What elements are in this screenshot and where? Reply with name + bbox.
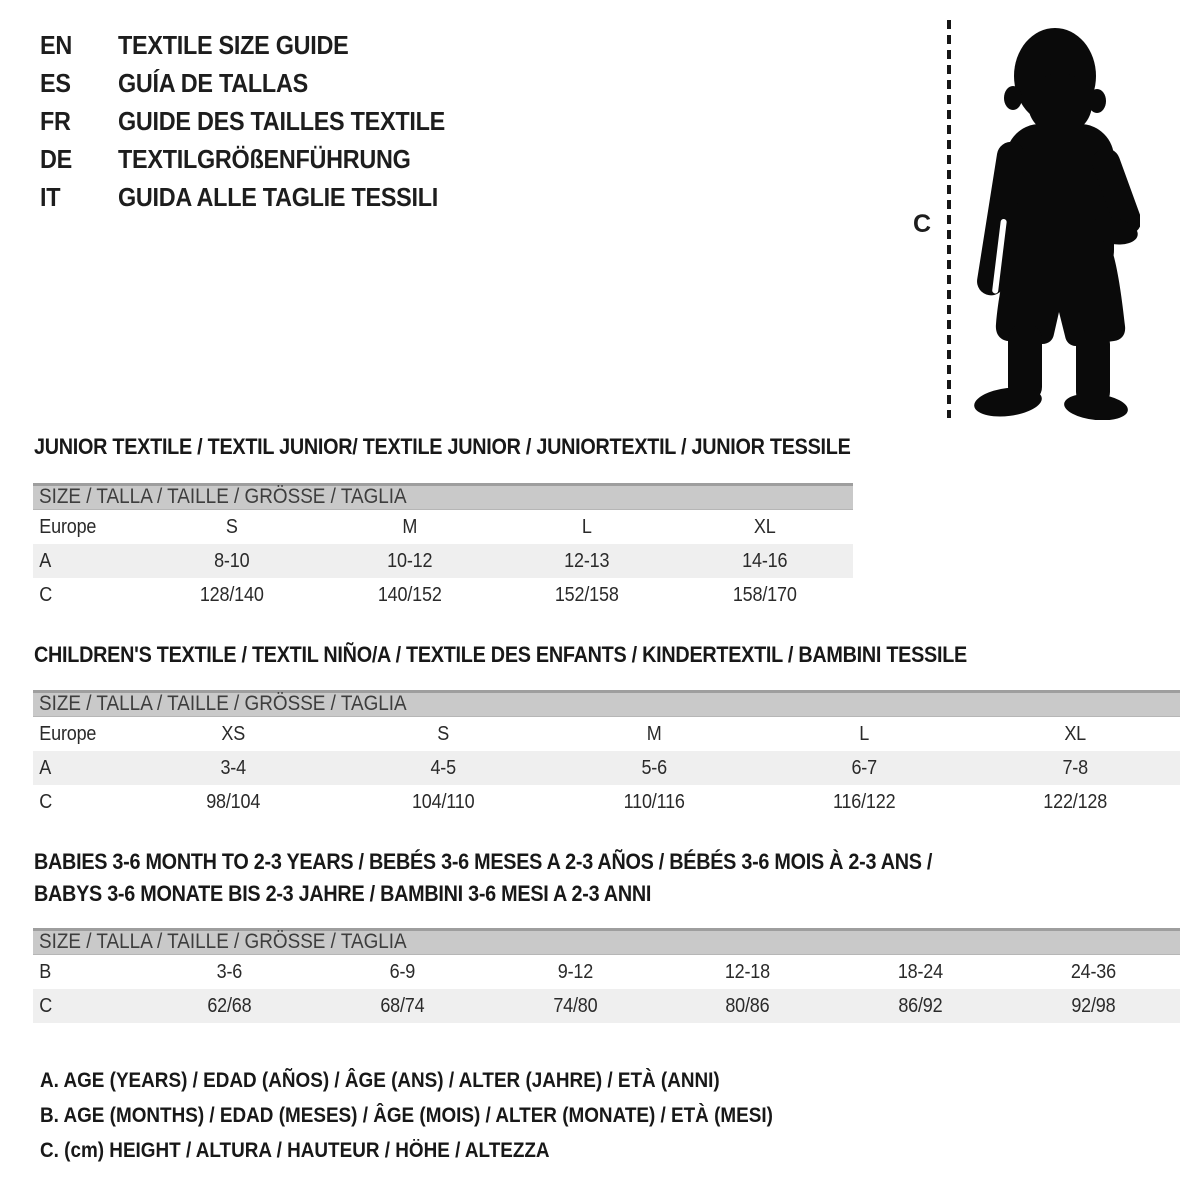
babies-heading-line2-text: BABYS 3-6 MONATE BIS 2-3 JAHRE / BAMBINI 3-6 MESI A 2-3 ANNI	[34, 881, 652, 906]
lang-code-es: ES	[40, 68, 71, 98]
value-cell: 9-12	[557, 961, 593, 983]
legend-line-a-text: A. AGE (YEARS) / EDAD (AÑOS) / ÂGE (ANS) / ALTER (JAHRE) / ETÀ (ANNI)	[40, 1069, 720, 1092]
babies-size-bar	[33, 928, 1180, 955]
babies-section-heading-line1	[34, 849, 1032, 875]
children-size-bar-text: SIZE / TALLA / TAILLE / GRÖSSE / TAGLIA	[39, 692, 407, 715]
value-cell: 140/152	[377, 584, 442, 606]
size-header-cell: S	[225, 516, 238, 538]
lang-code-de: DE	[40, 144, 72, 174]
row-label-cell: A	[39, 550, 52, 572]
value-cell: 12-13	[564, 550, 610, 572]
lang-title-es: GUÍA DE TALLAS	[118, 68, 308, 98]
value-cell: 10-12	[386, 550, 432, 572]
table-row	[33, 544, 853, 578]
row-label-cell: B	[39, 961, 52, 983]
value-cell: 3-6	[216, 961, 243, 983]
lang-code-fr: FR	[40, 106, 71, 136]
lang-title-it: GUIDA ALLE TAGLIE TESSILI	[118, 182, 438, 212]
size-header-cell: M	[646, 723, 662, 745]
table-row	[33, 717, 1180, 751]
value-cell: 74/80	[552, 995, 598, 1017]
value-cell: 98/104	[206, 791, 261, 813]
value-cell: 6-7	[851, 757, 878, 779]
children-section-heading	[34, 642, 1071, 668]
row-label-cell: A	[39, 757, 52, 779]
row-label-cell: C	[39, 791, 53, 813]
legend-line-b	[40, 1098, 854, 1133]
lang-row-de	[40, 140, 481, 178]
lang-row-en	[40, 26, 481, 64]
lang-title-de: TEXTILGRÖßENFÜHRUNG	[118, 144, 411, 174]
junior-section-heading	[34, 434, 941, 460]
value-cell: 6-9	[389, 961, 415, 983]
row-label-cell: C	[39, 584, 53, 606]
value-cell: 5-6	[641, 757, 667, 779]
size-header-cell: L	[581, 516, 592, 538]
lang-title-fr: GUIDE DES TAILLES TEXTILE	[118, 106, 445, 136]
value-cell: 24-36	[1070, 961, 1116, 983]
table-row	[33, 955, 1180, 989]
junior-size-bar-text: SIZE / TALLA / TAILLE / GRÖSSE / TAGLIA	[39, 485, 407, 508]
value-cell: 158/170	[732, 584, 797, 606]
value-cell: 68/74	[380, 995, 425, 1017]
value-cell: 8-10	[214, 550, 250, 572]
lang-code-en: EN	[40, 30, 72, 60]
value-cell: 152/158	[554, 584, 619, 606]
junior-section-heading-text: JUNIOR TEXTILE / TEXTIL JUNIOR/ TEXTILE JUNIOR / JUNIORTEXTIL / JUNIOR TESSILE	[34, 434, 851, 459]
size-header-cell: XS	[221, 723, 246, 745]
height-measure-label: C	[913, 210, 932, 238]
legend-line-b-text: B. AGE (MONTHS) / EDAD (MESES) / ÂGE (MOIS) / ALTER (MONATE) / ETÀ (MESI)	[40, 1104, 773, 1127]
children-size-table	[33, 717, 1180, 819]
measure-legend	[40, 1063, 854, 1168]
lang-row-fr	[40, 102, 481, 140]
value-cell: 86/92	[898, 995, 943, 1017]
value-cell: 92/98	[1071, 995, 1116, 1017]
value-cell: 128/140	[199, 584, 264, 606]
babies-section-heading-line2	[34, 881, 720, 907]
table-row	[33, 785, 1180, 819]
value-cell: 80/86	[725, 995, 770, 1017]
legend-line-c-text: C. (cm) HEIGHT / ALTURA / HAUTEUR / HÖHE / ALTEZZA	[40, 1139, 550, 1162]
value-cell: 12-18	[725, 961, 771, 983]
value-cell: 3-4	[220, 757, 246, 779]
value-cell: 4-5	[430, 757, 457, 779]
value-cell: 116/122	[833, 791, 896, 813]
value-cell: 14-16	[741, 550, 787, 572]
size-header-cell: XL	[753, 516, 776, 538]
junior-size-table	[33, 510, 853, 612]
table-row	[33, 989, 1180, 1023]
value-cell: 7-8	[1062, 757, 1088, 779]
babies-size-table	[33, 955, 1180, 1023]
table-row	[33, 578, 853, 612]
value-cell: 18-24	[898, 961, 944, 983]
legend-line-a	[40, 1063, 854, 1098]
value-cell: 62/68	[207, 995, 252, 1017]
lang-title-en: TEXTILE SIZE GUIDE	[118, 30, 349, 60]
legend-line-c	[40, 1133, 854, 1168]
row-label-cell: Europe	[39, 516, 97, 538]
size-header-cell: M	[401, 516, 417, 538]
row-label-cell: Europe	[39, 723, 97, 745]
table-row	[33, 751, 1180, 785]
size-header-cell: S	[437, 723, 450, 745]
baby-silhouette-icon	[968, 24, 1140, 420]
junior-size-bar	[33, 483, 853, 510]
size-header-cell: L	[859, 723, 870, 745]
table-row	[33, 510, 853, 544]
lang-row-es	[40, 64, 481, 102]
babies-size-bar-text: SIZE / TALLA / TAILLE / GRÖSSE / TAGLIA	[39, 930, 407, 953]
row-label-cell: C	[39, 995, 53, 1017]
size-header-cell: XL	[1063, 723, 1086, 745]
lang-code-it: IT	[40, 182, 61, 212]
children-section-heading-text: CHILDREN'S TEXTILE / TEXTIL NIÑO/A / TEXTILE DES ENFANTS / KINDERTEXTIL / BAMBINI TESSILE	[34, 642, 967, 667]
value-cell: 110/116	[623, 791, 685, 813]
babies-heading-line1-text: BABIES 3-6 MONTH TO 2-3 YEARS / BEBÉS 3-6 MESES A 2-3 AÑOS / BÉBÉS 3-6 MOIS À 2-3 ANS /	[34, 849, 933, 874]
value-cell: 104/110	[412, 791, 475, 813]
lang-row-it	[40, 178, 481, 216]
height-measure-dashed-line	[947, 20, 951, 418]
value-cell: 122/128	[1042, 791, 1107, 813]
children-size-bar	[33, 690, 1180, 717]
language-title-list	[40, 26, 481, 216]
